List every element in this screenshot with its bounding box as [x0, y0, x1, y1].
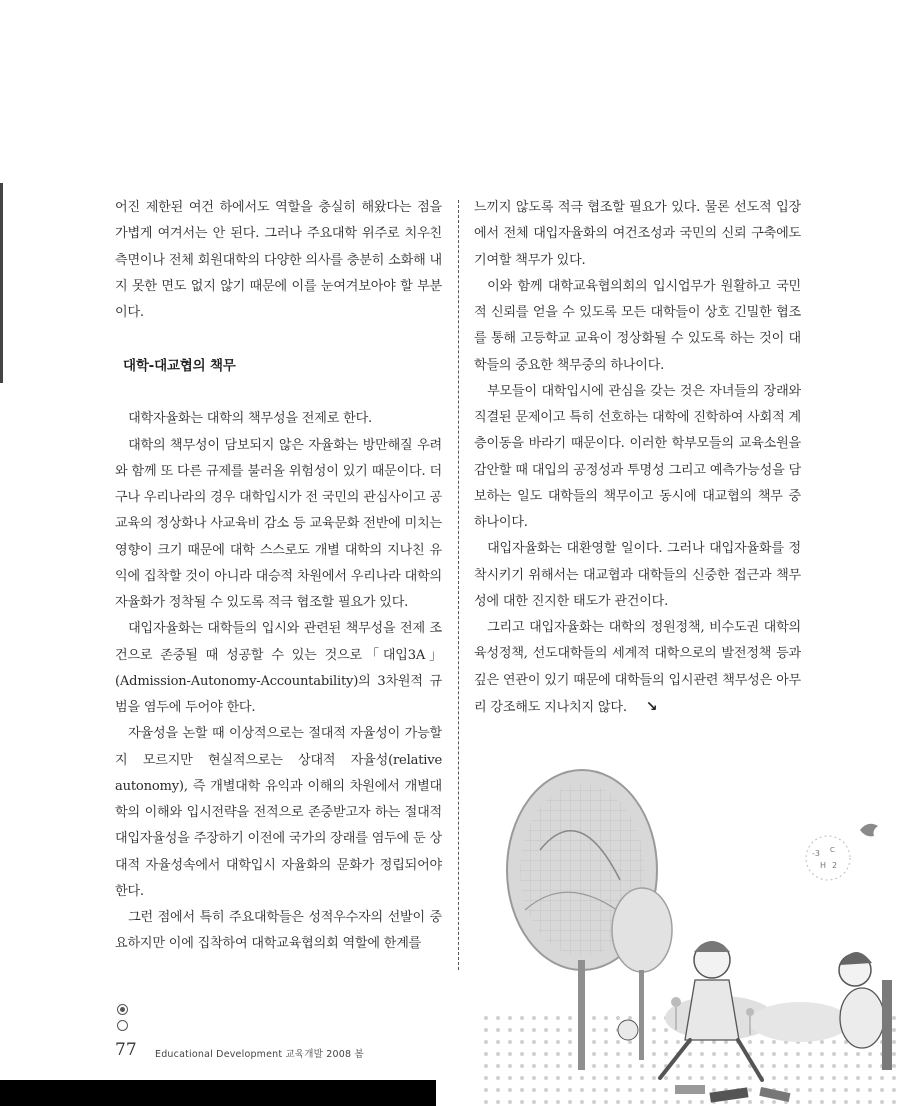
formula-text: C	[830, 846, 835, 854]
left-column	[115, 195, 442, 958]
bird-icon	[860, 824, 878, 837]
girl-hair	[840, 952, 872, 965]
footer-bar	[0, 1080, 436, 1106]
paragraph: 이와 함께 대학교육협의회의 입시업무가 원활하고 국민적 신뢰를 얻을 수 있도록 모든 대학들이 상호 긴밀한 협조를 통해 고등학교 교육이 정상화될 수 있도록 하는 것이 대학들의 중요한 책무중의 하나이다.	[474, 278, 801, 373]
paragraph: 대학의 책무성이 담보되지 않은 자율화는 방만해질 우려와 함께 또 다른 규제를 불러올 위험성이 있기 때문이다. 더구나 우리나라의 경우 대학입시가 전 국민의 관심사이고 공교육의 정상화나 사교육비 감소 등 교육문화 전반에 미치는 영향이 크기 때문에 대학 스스로도 개별 대학의 지나친 유익에 집착할 것이 아니라 대승적 차원에서 우리나라 대학의 자율화가 정착될 수 있도록 적극 협조할 필요가 있다.	[115, 437, 442, 610]
tree-trunk-small	[639, 970, 644, 1060]
paragraph: 대학자율화는 대학의 책무성을 전제로 한다.	[128, 411, 372, 427]
bullet-filled-icon	[117, 1004, 128, 1015]
paragraph: 부모들이 대학입시에 관심을 갖는 것은 자녀들의 장래와 직결된 문제이고 특히 선호하는 대학에 진학하여 사회적 계층이동을 바라기 때문이다. 이러한 학부모들의 교육소원을 감안할 때 대입의 공정성과 투명성 그리고 예측가능성을 담보하는 일도 대학들의 책무이고 동시에 대교협의 책무 중 하나이다.	[474, 383, 801, 530]
formula-text: -3	[812, 849, 820, 858]
bush	[750, 1002, 850, 1042]
flower-icon	[671, 997, 681, 1007]
column-divider	[458, 200, 459, 970]
end-mark-icon: ↘	[645, 698, 658, 715]
student-body	[685, 980, 739, 1040]
intro-paragraph: 어진 제한된 여건 하에서도 역할을 충실히 해왔다는 점을 가볍게 여겨서는 안 된다. 그러나 주요대학 위주로 치우친 측면이나 전체 회원대학의 다양한 의사를 충분히 소화해 내지 못한 면도 없지 않기 때문에 이를 눈여겨보아야 할 부분이다.	[115, 200, 442, 320]
tree-crown-small	[612, 888, 672, 972]
paragraph: 대입자율화는 대학들의 입시와 관련된 책무성을 전제 조건으로 존중될 때 성공할 수 있는 것으로「대입3A」(Admission-Autonomy-Accountability)의 3차원적 규범을 염두에 두어야 한다.	[115, 621, 442, 715]
right-column	[474, 195, 801, 721]
closing-text: 그리고 대입자율화는 대학의 정원정책, 비수도권 대학의 육성정책, 선도대학들의 세계적 대학으로의 발전정책 등과 깊은 연관이 있기 때문에 대학들의 입시관련 책무성은 아무리 강조해도 지나치지 않다.	[474, 620, 801, 715]
running-title: Educational Development 교육개발 2008 봄	[155, 1049, 364, 1060]
flower-icon	[746, 1008, 754, 1016]
girl-body	[840, 988, 884, 1048]
pig-figure	[618, 1020, 638, 1040]
continuation-paragraph: 느끼지 않도록 적극 협조할 필요가 있다. 물론 선도적 입장에서 전체 대입자율화의 여건조성과 국민의 신뢰 구축에도 기여할 책무가 있다.	[474, 200, 801, 268]
formula-bubble	[806, 836, 850, 880]
student-hair	[694, 941, 730, 952]
students-illustration	[480, 760, 901, 1106]
formula-text: 2	[832, 861, 838, 870]
margin-rule	[0, 183, 3, 383]
formula-text: H	[820, 861, 827, 870]
closing-paragraph	[474, 615, 801, 721]
bullet-open-icon	[117, 1020, 128, 1031]
tree-trunk-large	[578, 960, 585, 1070]
book-icon	[675, 1085, 705, 1094]
page-number: 77	[115, 1040, 137, 1060]
paragraph: 그런 점에서 특히 주요대학들은 성적우수자의 선발이 중요하지만 이에 집착하여 대학교육협의회 역할에 한계를	[115, 910, 442, 952]
chair	[882, 980, 892, 1070]
paragraph: 자율성을 논할 때 이상적으로는 절대적 자율성이 가능할지 모르지만 현실적으로는 상대적 자율성(relative autonomy), 즉 개별대학 유익과 이해의 차원에서 개별대학의 이해와 입시전략을 전적으로 존중받고자 하는 절대적 대입자율성을 주장하기 이전에 국가의 장래를 염두에 둔 상대적 자율성속에서 대학입시 자율화의 문화가 정립되어야한다.	[115, 726, 442, 899]
section-heading: 대학-대교협의 책무	[123, 358, 236, 375]
paragraph: 대입자율화는 대환영할 일이다. 그러나 대입자율화를 정착시키기 위해서는 대교협과 대학들의 신중한 접근과 책무성에 대한 진지한 태도가 관건이다.	[474, 541, 801, 609]
